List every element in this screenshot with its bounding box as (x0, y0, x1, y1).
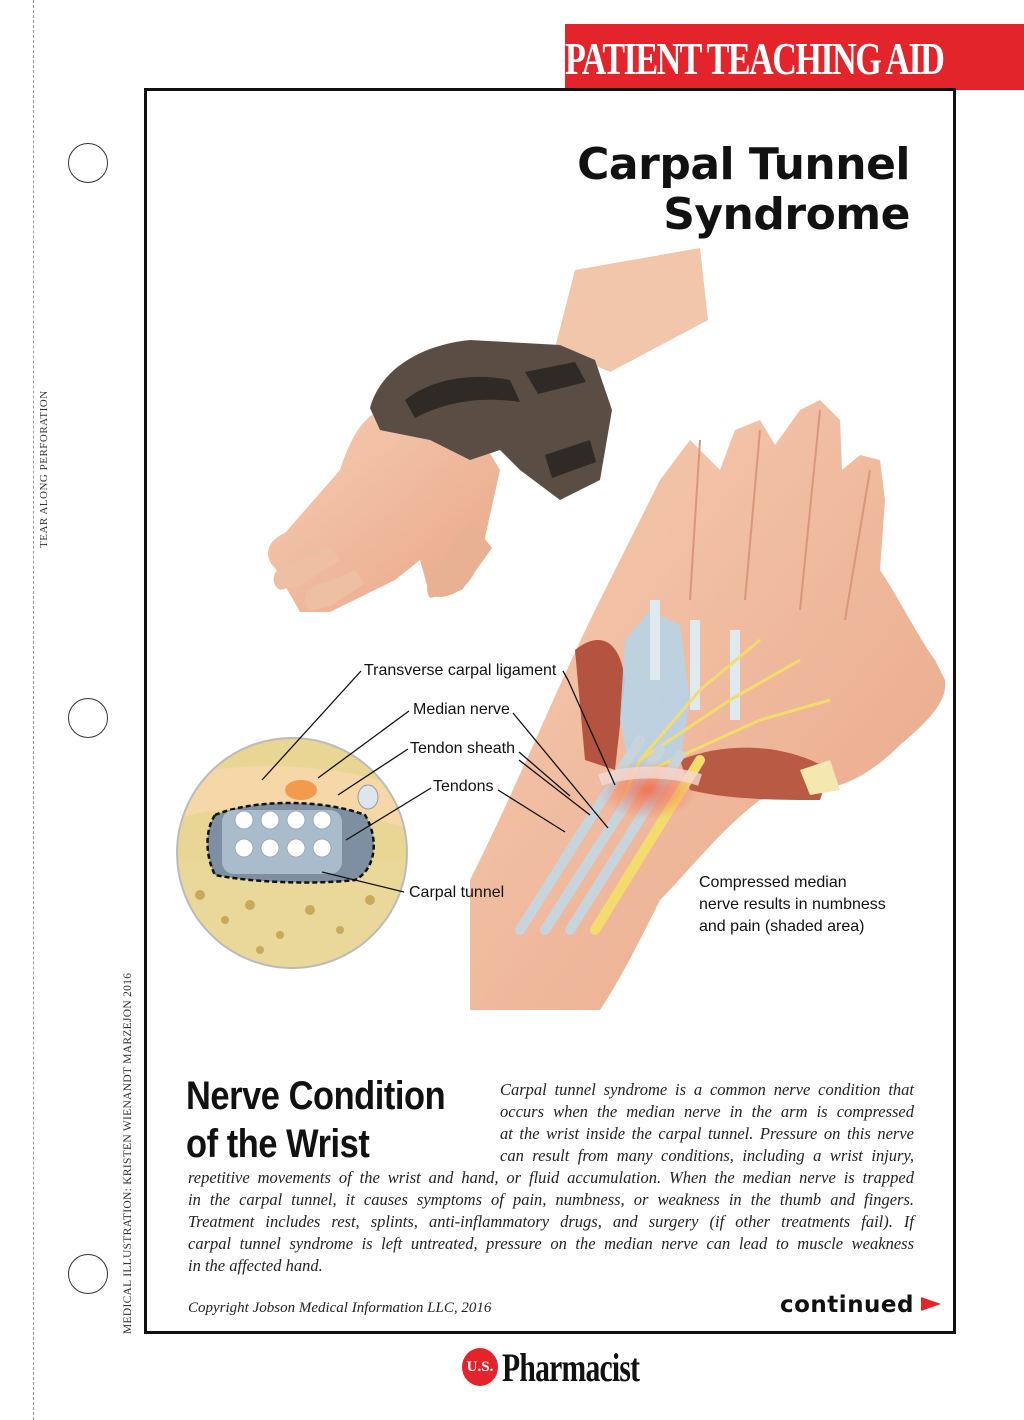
body-line: in the affected hand. (188, 1256, 323, 1275)
body-line: in the carpal tunnel, it causes symptoms of pain, numbness, or weakness in the thumb and fingers. (188, 1190, 914, 1209)
logo-badge: U.S. (462, 1348, 498, 1386)
compressed-line-1: Compressed median (699, 874, 847, 891)
article-lead-paragraph (500, 1079, 914, 1167)
copyright-notice: Copyright Jobson Medical Information LLC, 2016 (188, 1300, 492, 1316)
heading-line-1: Nerve Condition (186, 1074, 446, 1118)
callout-tendon-sheath: Tendon sheath (410, 740, 515, 757)
compressed-line-3: and pain (shaded area) (699, 918, 865, 935)
article-body-paragraph (188, 1167, 914, 1277)
banner-label: PATIENT TEACHING AID (565, 33, 944, 84)
tear-along-perforation-label: TEAR ALONG PERFORATION (38, 390, 50, 548)
continued-link[interactable]: continued (780, 1292, 914, 1318)
compressed-line-2: nerve results in numbness (699, 896, 886, 913)
lead-line: Carpal tunnel syndrome is a common nerve condition that (500, 1080, 914, 1099)
callout-tendons: Tendons (433, 778, 494, 795)
lead-line: can result from many conditions, including a wrist injury, (500, 1146, 914, 1165)
body-line: Treatment includes rest, splints, anti-inflammatory drugs, and surgery (if other treatments fail). If (188, 1212, 914, 1231)
body-line: carpal tunnel syndrome is left untreated, pressure on the median nerve can lead to muscle weakness (188, 1234, 914, 1253)
callout-transverse-carpal-ligament: Transverse carpal ligament (364, 662, 557, 679)
cross-section-inset (170, 738, 420, 970)
illustration-credit: MEDICAL ILLUSTRATION: KRISTEN WIENANDT MARZEJON 2016 (122, 972, 134, 1334)
heading-line-2: of the Wrist (186, 1122, 370, 1166)
title-line-2: Syndrome (663, 189, 910, 240)
lead-line: occurs when the median nerve in the arm is compressed (500, 1102, 914, 1121)
continued-arrow-icon[interactable] (921, 1297, 941, 1311)
us-pharmacist-logo (462, 1346, 642, 1394)
logo-wordmark: Pharmacist (502, 1345, 640, 1390)
title-line-1: Carpal Tunnel (577, 139, 910, 190)
callout-carpal-tunnel: Carpal tunnel (409, 884, 505, 901)
lead-line: at the wrist inside the carpal tunnel. Pressure on this nerve (500, 1124, 914, 1143)
callout-compressed-median-nerve (699, 872, 886, 938)
article-heading (186, 1072, 445, 1168)
body-line: repetitive movements of the wrist and hand, or fluid accumulation. When the median nerve is trapped (188, 1168, 914, 1187)
callout-median-nerve: Median nerve (413, 701, 510, 718)
